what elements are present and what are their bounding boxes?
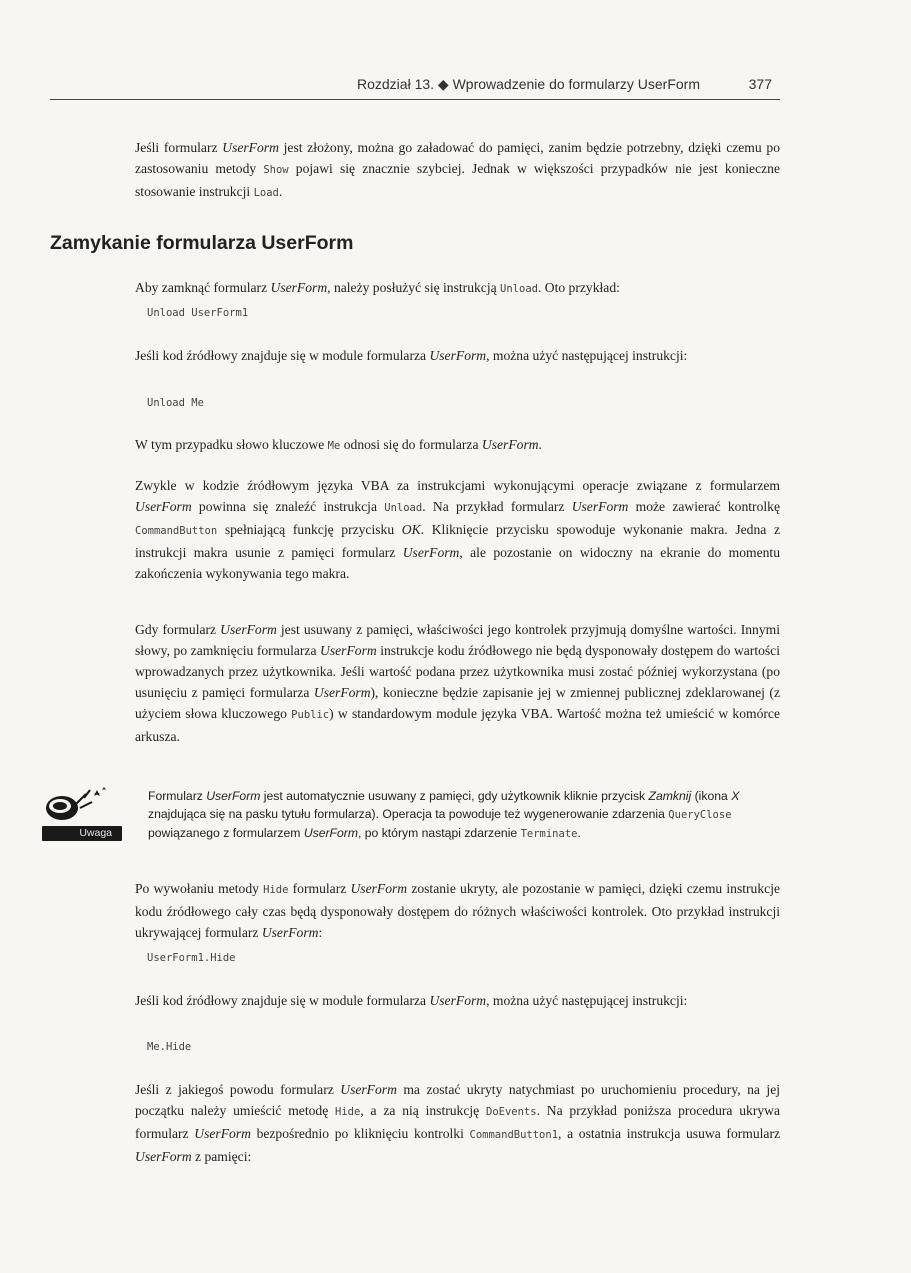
note-badge: Uwaga [42,826,122,841]
paragraph-preload: Jeśli formularz UserForm jest złożony, można go załadować do pamięci, zanim będzie potrzebny, dzięki czemu po zastosowaniu metody Show pojawi się znacznie szybciej. Jednak w większości przypadków nie jest konieczne stosowanie instrukcji Load. [135,140,780,199]
note-text: Formularz UserForm jest automatycznie usuwany z pamięci, gdy użytkownik kliknie przycisk Zamknij (ikona X znajdująca się na pasku tytułu formularza). Operacja ta powoduje też wygenerowanie zdarzenia QueryClose powiązanego z formularzem UserForm, po którym nastąpi zdarzenie Terminate. [148,789,740,840]
code-unload-me: Unload Me [147,397,204,409]
code-unload-userform1: Unload UserForm1 [147,307,249,319]
paragraph-unload-module: Jeśli kod źródłowy znajduje się w module formularza UserForm, można użyć następującej instrukcji: [135,348,688,363]
section-heading: Zamykanie formularza UserForm [50,232,354,254]
paragraph-me-keyword: W tym przypadku słowo kluczowe Me odnosi się do formularza UserForm. [135,437,542,452]
page-number: 377 [748,76,772,92]
code-me-hide: Me.Hide [147,1041,192,1053]
paragraph-unload-intro: Aby zamknąć formularz UserForm, należy posłużyć się instrukcją Unload. Oto przykład: [135,280,620,295]
paragraph-hide-module: Jeśli kod źródłowy znajduje się w module formularza UserForm, można użyć następującej instrukcji: [135,993,688,1008]
paragraph-doevents: Jeśli z jakiegoś powodu formularz UserForm ma zostać ukryty natychmiast po uruchomieniu procedury, na jej początku należy umieścić metodę Hide, a za nią instrukcję DoEvents. Na przykład poniższa procedura ukrywa formularz UserForm bezpośrednio po kliknięciu kontrolki CommandButton1, a ostatnia instrukcja usuwa formularz UserForm z pamięci: [135,1082,781,1164]
code-userform1-hide: UserForm1.Hide [147,952,236,964]
running-title: Rozdział 13. ◆ Wprowadzenie do formularzy UserForm [357,76,700,92]
paragraph-hide-method: Po wywołaniu metody Hide formularz UserForm zostanie ukryty, ale pozostanie w pamięci, dzięki czemu instrukcje kodu źródłowego cały czas będą dysponowały dostępem do różnych właściwości kontrolek. Oto przykład instrukcji ukrywającej formularz UserForm: [135,881,780,940]
paragraph-unload-after: Zwykle w kodzie źródłowym języka VBA za instrukcjami wykonującymi operacje związane z formularzem UserForm powinna się znaleźć instrukcja Unload. Na przykład formularz UserForm może zawierać kontrolkę CommandButton spełniającą funkcję przycisku OK. Kliknięcie przycisku spowoduje wykonanie makra. Jedna z instrukcji makra usunie z pamięci formularz UserForm, ale pozostanie on widoczny na ekranie do momentu zakończenia wykonywania tego makra. [135,478,780,581]
paragraph-default-values: Gdy formularz UserForm jest usuwany z pamięci, właściwości jego kontrolek przyjmują domyślne wartości. Innymi słowy, po zamknięciu formularza UserForm instrukcje kodu źródłowego nie będą dysponowały dostępem do wartości wprowadzanych przez użytkownika. Jeśli wartość podana przez użytkownika musi zostać później wykorzystana (po usunięciu z pamięci formularza UserForm), konieczne będzie zapisanie jej w zmiennej publicznej zdeklarowanej (z użyciem słowa kluczowego Public) w standardowym module języka VBA. Wartość można też umieścić w komórce arkusza. [135,622,780,744]
header-rule [50,99,780,100]
running-header [135,76,780,98]
